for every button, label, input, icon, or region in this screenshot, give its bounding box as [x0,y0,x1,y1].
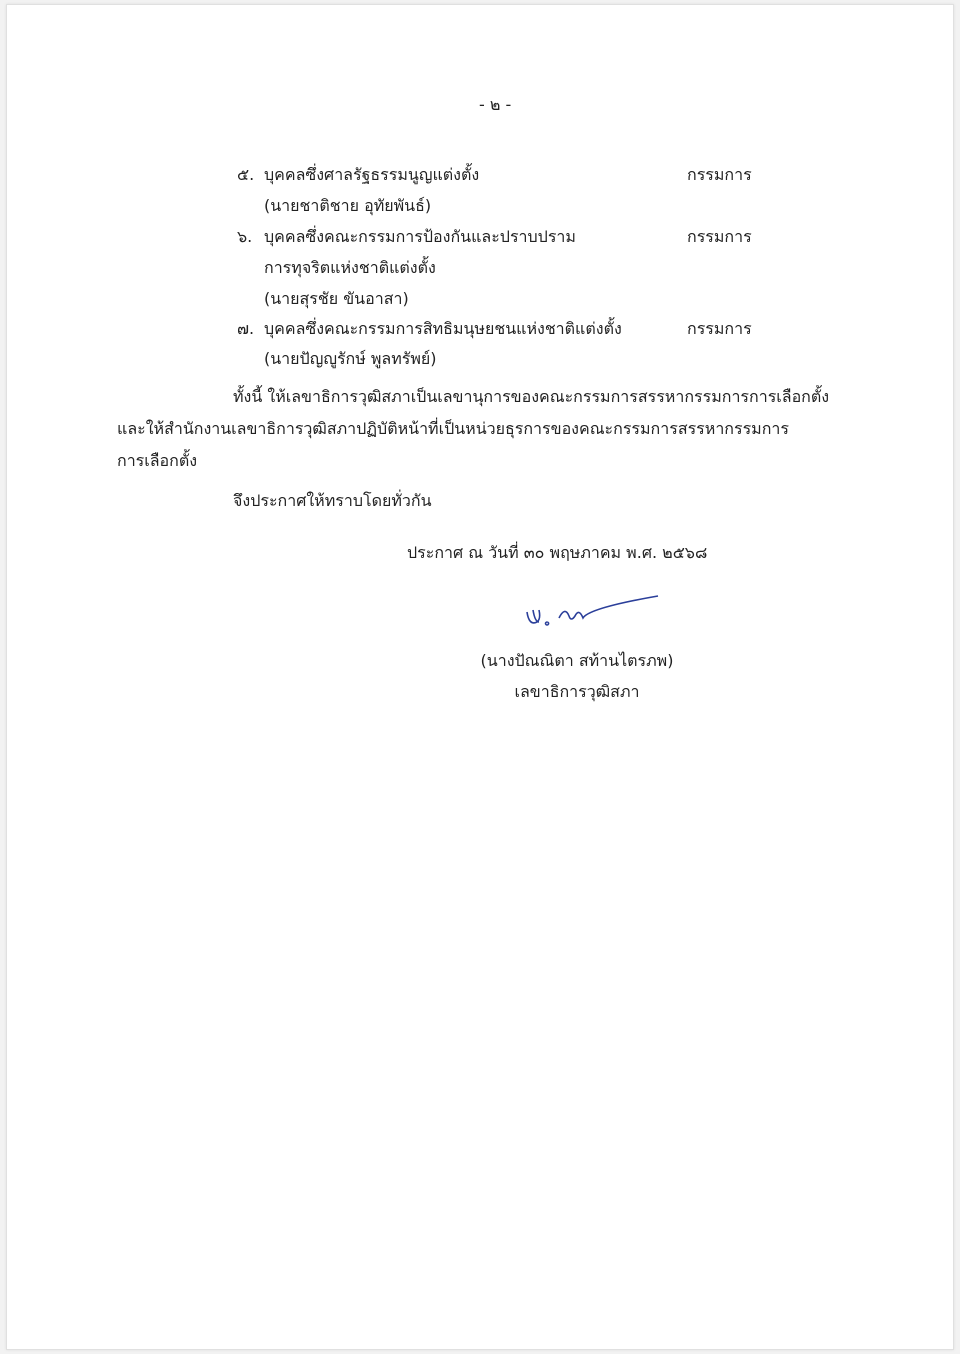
member-appointer: บุคคลซึ่งคณะกรรมการสิทธิมนุษยชนแห่งชาติแต่งตั้ง [264,319,622,338]
paragraph-line: ทั้งนี้ ให้เลขาธิการวุฒิสภาเป็นเลขานุการของคณะกรรมการสรรหากรรมการการเลือกตั้ง [233,387,830,406]
member-appointer: บุคคลซึ่งคณะกรรมการป้องกันและปราบปราม [264,227,576,246]
member-number: ๗. [237,319,255,338]
member-appointer-cont: การทุจริตแห่งชาติแต่งตั้ง [264,258,436,277]
signature [519,590,659,639]
date-line: ประกาศ ณ วันที่ ๓๐ พฤษภาคม พ.ศ. ๒๕๖๘ [407,543,708,562]
signer-title: เลขาธิการวุฒิสภา [514,682,640,701]
member-role: กรรมการ [687,319,752,338]
signer-name: (นางปัณณิตา สท้านไตรภพ) [480,651,674,670]
member-role: กรรมการ [687,165,752,184]
member-role: กรรมการ [687,227,752,246]
page-number: - ๒ - [479,95,512,114]
document-page [6,4,954,1350]
member-appointer: บุคคลซึ่งศาลรัฐธรรมนูญแต่งตั้ง [264,165,480,184]
member-number: ๕. [237,165,255,184]
paragraph-line: และให้สำนักงานเลขาธิการวุฒิสภาปฏิบัติหน้าที่เป็นหน่วยธุรการของคณะกรรมการสรรหากรรมการ [117,419,789,438]
member-name: (นายสุรชัย ขันอาสา) [264,289,409,308]
member-name: (นายชาติชาย อุทัยพันธ์) [264,196,432,215]
announcement: จึงประกาศให้ทราบโดยทั่วกัน [233,491,432,510]
signature-mark [519,590,659,635]
member-name: (นายปัญญูรักษ์ พูลทรัพย์) [264,349,437,368]
member-number: ๖. [237,227,253,246]
paragraph-line: การเลือกตั้ง [117,451,198,470]
